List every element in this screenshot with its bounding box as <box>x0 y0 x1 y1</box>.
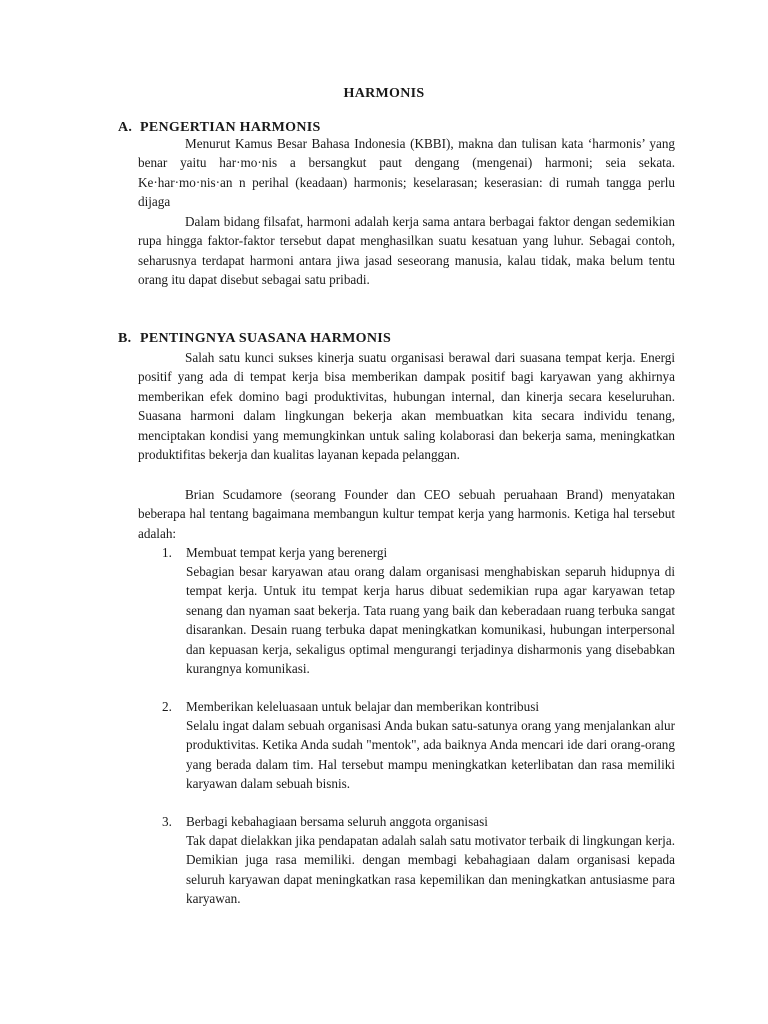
list-item-title: Membuat tempat kerja yang berenergi <box>186 545 388 560</box>
list-item-body: Sebagian besar karyawan atau orang dalam organisasi menghabiskan separuh hidupnya di tempat kerja. Untuk itu tempat kerja harus dibuat sedemikian rupa agar karyawan tetap senang dan nyaman saat bekerja. Tata ruang yang baik dan keberadaan ruang terbuka sangat disarankan. Desain ruang terbuka dapat meningkatkan komunikasi, hubungan interpersonal dan kepuasan kerja, sekaligus optimal mengurangi terjadinya disharmonis yang disebabkan kurangnya komunikasi. <box>186 564 675 677</box>
document-title: HARMONIS <box>343 86 425 101</box>
list-item-number: 3. <box>162 814 172 829</box>
list-item-body: Selalu ingat dalam sebuah organisasi Anda bukan satu-satunya orang yang menjalankan alur produktivitas. Ketika Anda sudah "mentok", ada baiknya Anda mencari ide dari orang-orang yang berada dalam tim. Hal tersebut mampu meningkatkan keterlibatan dan rasa memiliki karyawan dalam sebuah bisnis. <box>186 718 675 792</box>
list-item-title: Berbagi kebahagiaan bersama seluruh anggota organisasi <box>186 814 488 829</box>
list-item-number: 1. <box>162 545 172 560</box>
list-item-body: Tak dapat dielakkan jika pendapatan adalah salah satu motivator terbaik di lingkungan kerja. Demikian juga rasa memiliki. dengan membagi kebahagiaan dalam organisasi kepada seluruh karyawan dapat meningkatkan rasa kepemilikan dan meningkatkan antusiasme para karyawan. <box>186 833 675 907</box>
list-item-number: 2. <box>162 699 172 714</box>
section-a-letter: A. <box>118 120 133 135</box>
section-a-paragraph-1: Menurut Kamus Besar Bahasa Indonesia (KBBI), makna dan tulisan kata ‘harmonis’ yang benar yaitu har·mo·nis a bersangkut paut dengang (mengenai) harmoni; seia sekata. Ke·har·mo·nis·an n perihal (keadaan) harmonis; keselarasan; keserasian: di rumah tangga perlu dijaga <box>138 136 675 210</box>
section-b-title: PENTINGNYA SUASANA HARMONIS <box>140 331 392 346</box>
section-b-letter: B. <box>118 331 132 346</box>
section-b-paragraph-1: Salah satu kunci sukses kinerja suatu organisasi berawal dari suasana tempat kerja. Energi positif yang ada di tempat kerja bisa memberikan dampak positif bagi karyawan yang akhirnya memberikan efek domino bagi produktivitas, hubungan internal, dan kinerja secara keseluruhan. Suasana harmoni dalam lingkungan bekerja akan membuatkan kita secara individu tenang, menciptakan kondisi yang memungkinkan untuk saling kolaborasi dan bekerja sama, meningkatkan produktifitas bekerja dan kualitas layanan kepada pelanggan. <box>138 350 675 463</box>
list-item-title: Memberikan keleluasaan untuk belajar dan memberikan kontribusi <box>186 699 540 714</box>
section-a-title: PENGERTIAN HARMONIS <box>140 120 321 135</box>
section-b-paragraph-2: Brian Scudamore (seorang Founder dan CEO sebuah peruahaan Brand) menyatakan beberapa hal tentang bagaimana membangun kultur tempat kerja yang harmonis. Ketiga hal tersebut adalah: <box>138 487 675 541</box>
section-b-heading <box>118 331 391 347</box>
section-a-paragraph-2: Dalam bidang filsafat, harmoni adalah kerja sama antara berbagai faktor dengan sedemikian rupa hingga faktor-faktor tersebut dapat menghasilkan suatu kesatuan yang luhur. Sebagai contoh, seharusnya terdapat harmoni antara jiwa jasad seseorang manusia, kalau tidak, maka belum tentu orang itu dapat disebut sebagai satu pribadi. <box>138 214 675 288</box>
